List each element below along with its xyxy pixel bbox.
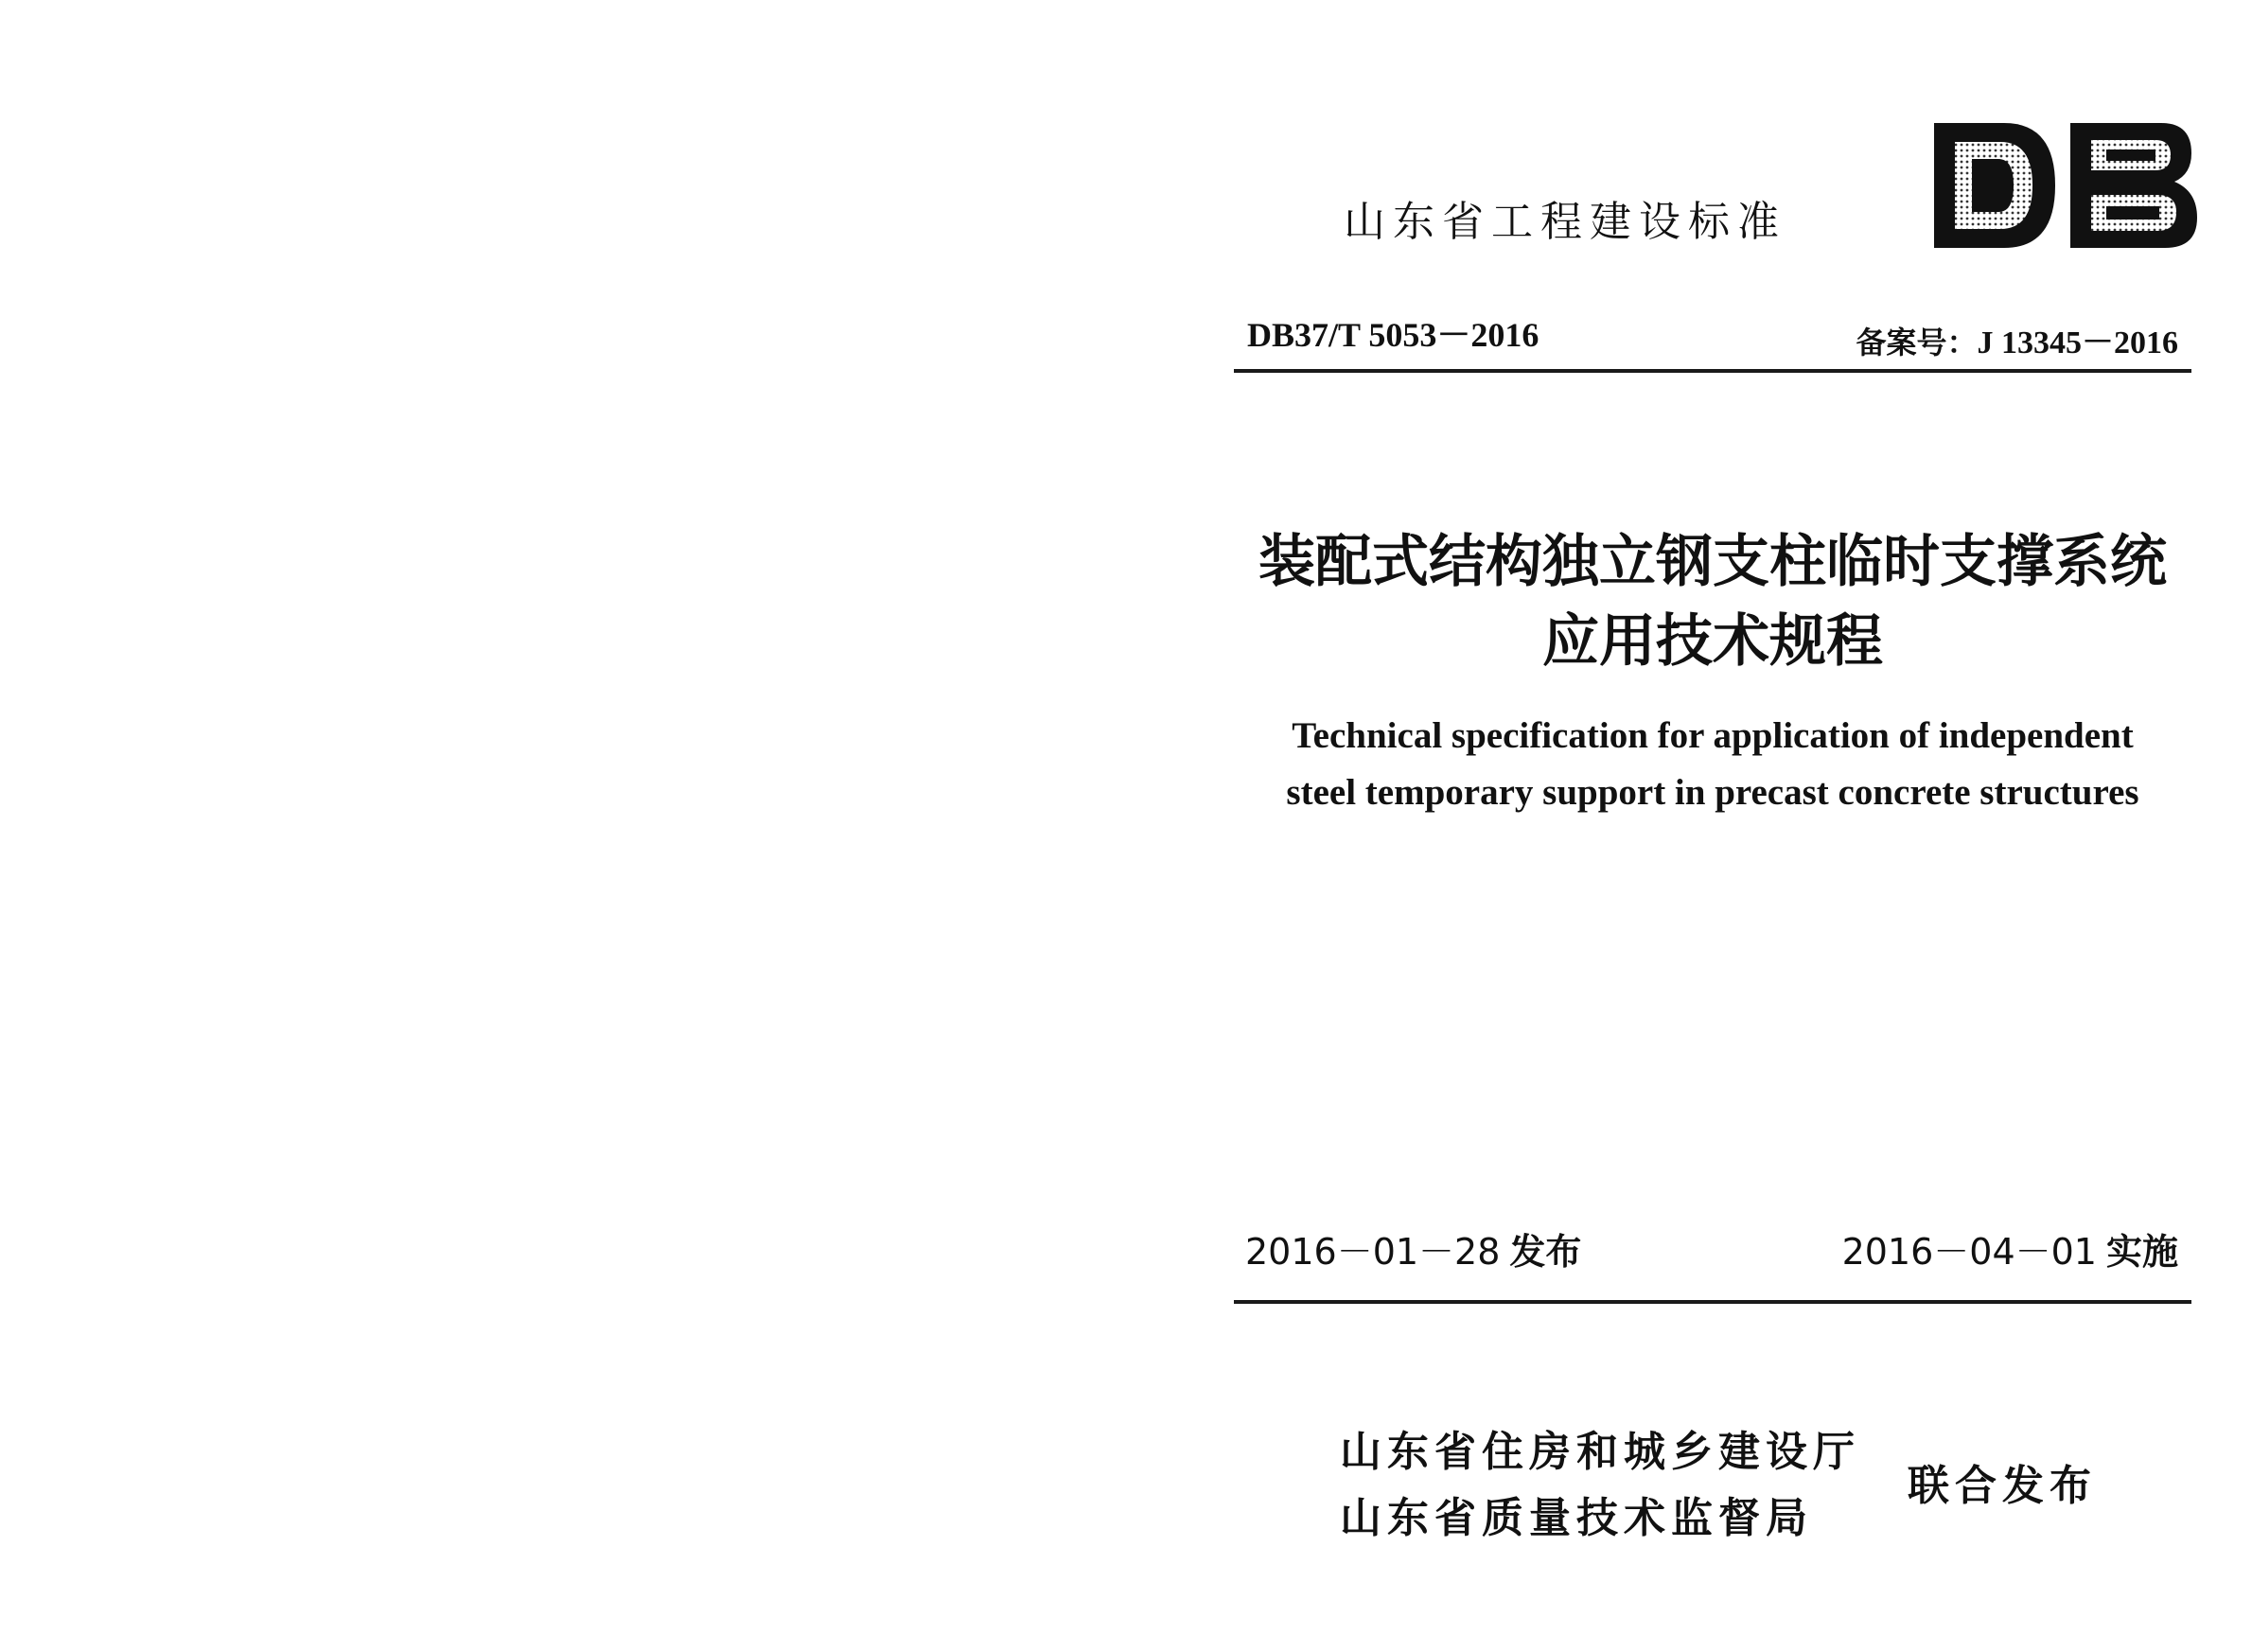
joint-issue-label: 联合发布 [1908, 1462, 2097, 1510]
record-number [1856, 316, 2178, 362]
title-cn-line-1: 装配式结构独立钢支柱临时支撑系统 [1258, 529, 2167, 595]
record-value: J 13345－2016 [1977, 325, 2178, 360]
db-logo [1930, 119, 2199, 252]
issuer-2: 山东省质量技术监督局 [1340, 1494, 1813, 1542]
standard-code: DB37/T 5053－2016 [1247, 316, 1539, 354]
title-english [1230, 708, 2195, 821]
title-chinese [1230, 522, 2195, 681]
issue-date-block [1245, 1222, 1581, 1274]
issue-action: 发布 [1509, 1231, 1582, 1273]
implementation-action: 实施 [2105, 1231, 2178, 1273]
title-en-line-2: steel temporary support in precast concrete structures [1286, 772, 2139, 813]
bottom-rule [1234, 1300, 2191, 1304]
standard-category: 山东省工程建设标准 [1344, 198, 1786, 246]
top-rule [1234, 369, 2191, 373]
record-label: 备案号： [1856, 325, 1978, 360]
issue-date: 2016－01－28 [1245, 1231, 1501, 1273]
implementation-date-block [1842, 1222, 2178, 1274]
title-cn-line-2: 应用技术规程 [1542, 608, 1883, 675]
implementation-date: 2016－04－01 [1841, 1231, 2097, 1273]
title-en-line-1: Technical specification for application of independent [1292, 715, 2134, 756]
issuing-authorities [1340, 1419, 1860, 1552]
issuer-1: 山东省住房和城乡建设厅 [1340, 1428, 1860, 1476]
